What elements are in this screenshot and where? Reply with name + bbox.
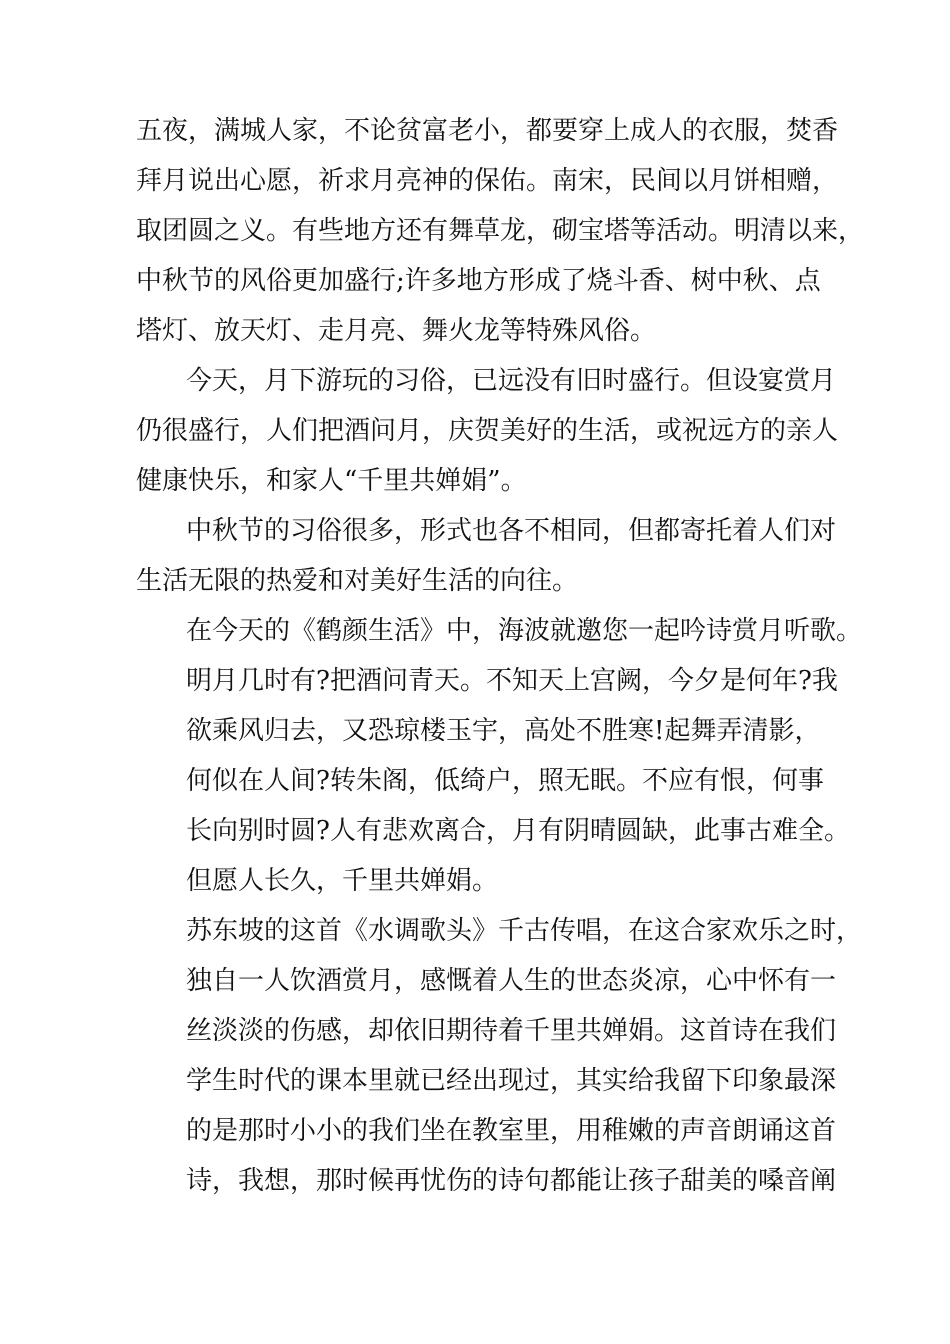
text-line: 中秋节的风俗更加盛行;许多地方形成了烧斗香、树中秋、点 xyxy=(136,266,821,296)
poem-line: 明月几时有?把酒问青天。不知天上宫阙，今夕是何年?我 xyxy=(186,666,838,696)
text-line: 苏东坡的这首《水调歌头》千古传唱，在这合家欢乐之时， xyxy=(186,916,863,946)
text-line: 生活无限的热爱和对美好生活的向往。 xyxy=(136,566,579,596)
text-line: 仍很盛行，人们把酒问月，庆贺美好的生活，或祝远方的亲人 xyxy=(136,416,839,446)
poem-line: 何似在人间?转朱阁，低绮户，照无眠。不应有恨，何事 xyxy=(186,766,824,796)
text-line: 丝淡淡的伤感，却依旧期待着千里共婵娟。这首诗在我们 xyxy=(186,1016,837,1046)
poem-line: 欲乘风归去，又恐琼楼玉宇，高处不胜寒!起舞弄清影， xyxy=(186,716,821,746)
text-line: 独自一人饮酒赏月，感慨着人生的世态炎凉，心中怀有一 xyxy=(186,966,837,996)
poem-line: 长向别时圆?人有悲欢离合，月有阴晴圆缺，此事古难全。 xyxy=(186,816,850,846)
text-line: 诗，我想，那时候再忧伤的诗句都能让孩子甜美的嗓音阐 xyxy=(186,1166,837,1196)
text-line: 拜月说出心愿，祈求月亮神的保佑。南宋，民间以月饼相赠， xyxy=(136,166,839,196)
text-line: 学生时代的课本里就已经出现过，其实给我留下印象最深 xyxy=(186,1066,837,1096)
text-line: 中秋节的习俗很多，形式也各不相同，但都寄托着人们对 xyxy=(186,516,837,546)
text-line: 的是那时小小的我们坐在教室里，用稚嫩的声音朗诵这首 xyxy=(186,1116,837,1146)
text-line: 在今天的《鹤颜生活》中，海波就邀您一起吟诗赏月听歌。 xyxy=(186,616,863,646)
text-line: 五夜，满城人家，不论贫富老小，都要穿上成人的衣服，焚香 xyxy=(136,116,839,146)
text-line: 取团圆之义。有些地方还有舞草龙，砌宝塔等活动。明清以来， xyxy=(136,216,865,246)
text-line: 健康快乐，和家人“千里共婵娟”。 xyxy=(136,466,527,496)
poem-line: 但愿人长久，千里共婵娟。 xyxy=(186,866,499,896)
text-line: 塔灯、放天灯、走月亮、舞火龙等特殊风俗。 xyxy=(136,316,657,346)
text-line: 今天，月下游玩的习俗，已远没有旧时盛行。但设宴赏月 xyxy=(186,366,837,396)
